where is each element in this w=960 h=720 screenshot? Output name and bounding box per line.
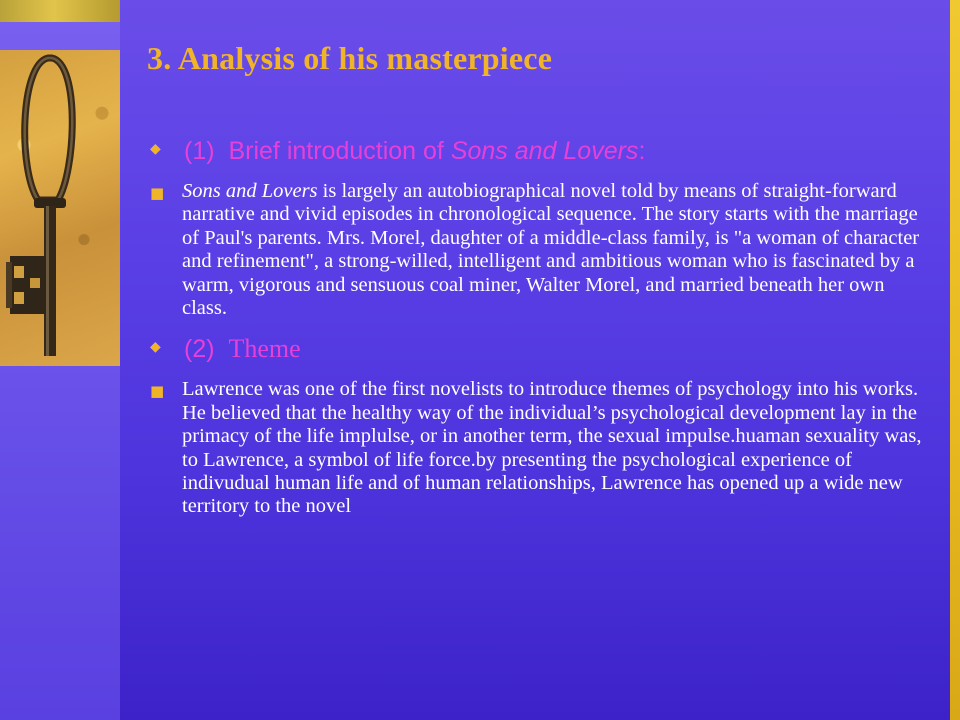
slide-title: 3. Analysis of his masterpiece xyxy=(147,40,553,76)
square-bullet-icon: ■ xyxy=(150,382,165,401)
section-1-heading-prefix: Brief introduction of xyxy=(228,137,451,165)
section-1-heading-text xyxy=(184,136,930,166)
left-decorative-band xyxy=(0,0,120,720)
section-1-body-text xyxy=(182,180,930,320)
slide-content xyxy=(150,136,930,533)
section-1-heading-suffix: : xyxy=(638,137,646,165)
section-2-heading xyxy=(150,334,930,364)
section-1-heading-title: Sons and Lovers xyxy=(450,137,639,165)
gold-top-strip xyxy=(0,0,120,22)
section-2-number: (2) xyxy=(184,335,215,364)
section-2-body xyxy=(150,378,930,518)
right-accent-edge xyxy=(950,0,960,720)
diamond-bullet-icon: ◆ xyxy=(150,339,161,356)
section-1-number: (1) xyxy=(184,137,215,165)
section-1-heading xyxy=(150,136,930,166)
section-2-heading-text xyxy=(184,334,930,364)
section-1-body-content: is largely an autobiographical novel told by means of straight-forward narrative and vivid episodes in chronological sequence. The story starts with the marriage of Paul's parents. Mrs. Morel, daughter of a middle-class family, is "a woman of character and refinement", a strong-willed, intelligent and ambitious woman who is fascinated by a warm, vigorous and sensuous coal miner, Walter Morel, and married beneath her own class. xyxy=(182,180,920,320)
square-bullet-icon: ■ xyxy=(150,184,165,202)
section-1-body xyxy=(150,180,930,320)
section-2-heading-label: Theme xyxy=(228,334,301,364)
diamond-bullet-icon: ◆ xyxy=(150,141,161,157)
section-2-body-text: Lawrence was one of the first novelists to introduce themes of psychology into his works. He believed that the healthy way of the individual’s psychological development lay in the primacy of the life implulse, or in another term, the sexual impulse.huaman sexuality was, to Lawrence, a symbol of life force.by presenting the psychological experience of indivudual human life and of human relationships, Lawrence has opened up a wide new territory to the novel xyxy=(182,378,922,518)
key-illustration xyxy=(0,50,120,366)
section-1-body-title: Sons and Lovers xyxy=(182,180,318,202)
antique-key-icon xyxy=(0,50,120,366)
